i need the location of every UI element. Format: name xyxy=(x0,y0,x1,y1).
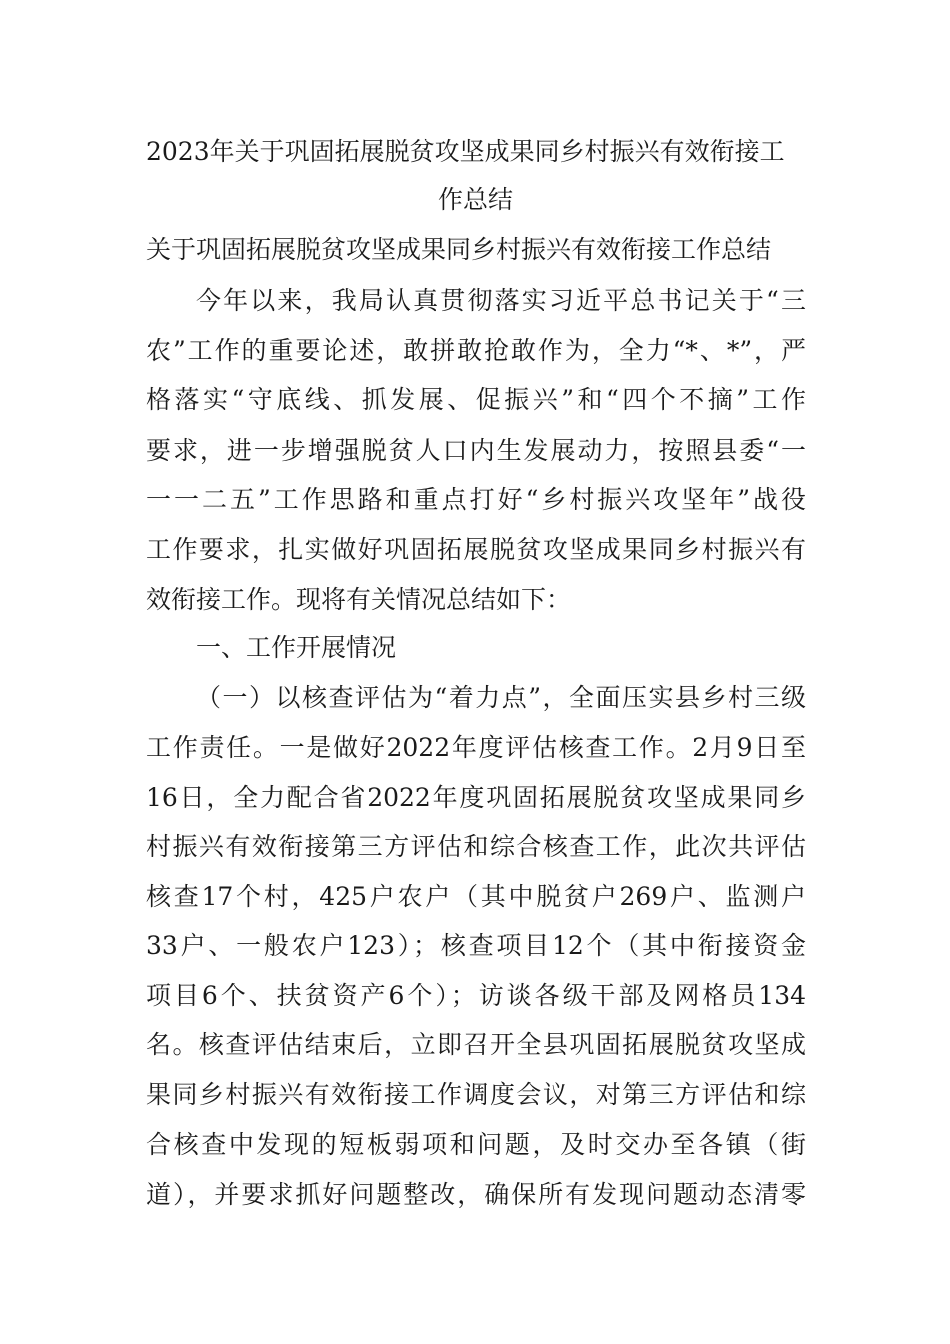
paragraph-line: 名。核查评估结束后，立即召开全县巩固拓展脱贫攻坚成 xyxy=(146,1030,806,1059)
paragraph-line: 农”工作的重要论述，敢拼敢抢敢作为，全力“*、*”，严 xyxy=(146,336,806,365)
paragraph-line: 要求，进一步增强脱贫人口内生发展动力，按照县委“一 xyxy=(146,436,806,465)
paragraph-line: 16日，全力配合省2022年度巩固拓展脱贫攻坚成果同乡 xyxy=(146,783,806,812)
document-title-line-1: 2023年关于巩固拓展脱贫攻坚成果同乡村振兴有效衔接工 xyxy=(146,137,785,166)
paragraph-line: 道），并要求抓好问题整改，确保所有发现问题动态清零 xyxy=(146,1180,806,1209)
document-title-line-2: 作总结 xyxy=(438,185,514,214)
section-heading: 一、工作开展情况 xyxy=(196,633,397,662)
paragraph-line: 工作要求，扎实做好巩固拓展脱贫攻坚成果同乡村振兴有 xyxy=(146,535,806,564)
paragraph-line: 果同乡村振兴有效衔接工作调度会议，对第三方评估和综 xyxy=(146,1080,806,1109)
paragraph-line: 核查17个村，425户农户（其中脱贫户269户、监测户 xyxy=(146,882,806,911)
paragraph-line: 合核查中发现的短板弱项和问题，及时交办至各镇（街 xyxy=(146,1130,806,1159)
document-subtitle: 关于巩固拓展脱贫攻坚成果同乡村振兴有效衔接工作总结 xyxy=(146,235,772,264)
paragraph-line: 工作责任。一是做好2022年度评估核查工作。2月9日至 xyxy=(146,733,806,762)
paragraph-line: 效衔接工作。现将有关情况总结如下： xyxy=(146,585,572,614)
paragraph-line: 格落实“守底线、抓发展、促振兴”和“四个不摘”工作 xyxy=(146,385,806,414)
paragraph-line: 一一二五”工作思路和重点打好“乡村振兴攻坚年”战役 xyxy=(146,485,806,514)
paragraph-line: 33户、一般农户123）；核查项目12个（其中衔接资金 xyxy=(146,931,806,960)
paragraph-line: 村振兴有效衔接第三方评估和综合核查工作，此次共评估 xyxy=(146,832,806,861)
paragraph-line: 今年以来，我局认真贯彻落实习近平总书记关于“三 xyxy=(196,286,806,315)
paragraph-line: （一）以核查评估为“着力点”，全面压实县乡村三级 xyxy=(196,683,806,712)
paragraph-line: 项目6个、扶贫资产6个）；访谈各级干部及网格员134 xyxy=(146,981,806,1010)
